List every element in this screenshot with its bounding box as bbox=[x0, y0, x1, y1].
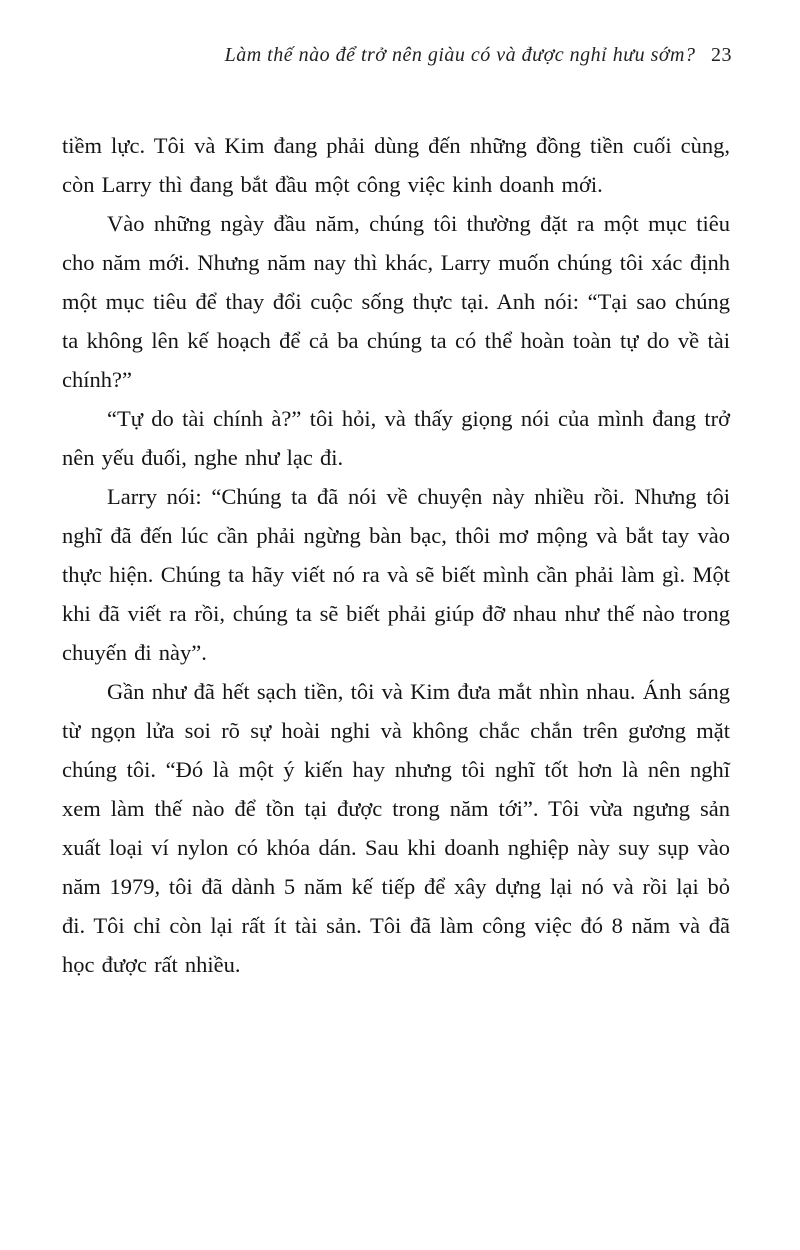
paragraph-5: Gần như đã hết sạch tiền, tôi và Kim đưa mắt nhìn nhau. Ánh sáng từ ngọn lửa soi rõ sự hoài nghi và không chắc chắn trên gương mặt chúng tôi. “Đó là một ý kiến hay nhưng tôi nghĩ tốt hơn là nên nghĩ xem làm thế nào để tồn tại được trong năm tới”. Tôi vừa ngưng sản xuất loại ví nylon có khóa dán. Sau khi doanh nghiệp này suy sụp vào năm 1979, tôi đã dành 5 năm kế tiếp để xây dựng lại nó và rồi lại bỏ đi. Tôi chỉ còn lại rất ít tài sản. Tôi đã làm công việc đó 8 năm và đã học được rất nhiều. bbox=[62, 679, 730, 977]
page-number: 23 bbox=[711, 44, 732, 66]
paragraph-4: Larry nói: “Chúng ta đã nói về chuyện này nhiều rồi. Nhưng tôi nghĩ đã đến lúc cần phải ngừng bàn bạc, thôi mơ mộng và bắt tay vào thực hiện. Chúng ta hãy viết nó ra và sẽ biết mình cần phải làm gì. Một khi đã viết ra rồi, chúng ta sẽ biết phải giúp đỡ nhau như thế nào trong chuyến đi này”. bbox=[62, 484, 730, 665]
running-header bbox=[62, 44, 732, 67]
running-header-title: Làm thế nào để trở nên giàu có và được nghỉ hưu sớm? bbox=[224, 44, 696, 66]
paragraph-2: Vào những ngày đầu năm, chúng tôi thường đặt ra một mục tiêu cho năm mới. Nhưng năm nay thì khác, Larry muốn chúng tôi xác định một mục tiêu để thay đổi cuộc sống thực tại. Anh nói: “Tại sao chúng ta không lên kế hoạch để cả ba chúng ta có thể hoàn toàn tự do về tài chính?” bbox=[62, 211, 730, 392]
paragraph-1: tiềm lực. Tôi và Kim đang phải dùng đến những đồng tiền cuối cùng, còn Larry thì đang bắt đầu một công việc kinh doanh mới. bbox=[62, 133, 730, 197]
body-text-block bbox=[62, 126, 730, 984]
paragraph-3: “Tự do tài chính à?” tôi hỏi, và thấy giọng nói của mình đang trở nên yếu đuối, nghe như lạc đi. bbox=[62, 406, 730, 470]
